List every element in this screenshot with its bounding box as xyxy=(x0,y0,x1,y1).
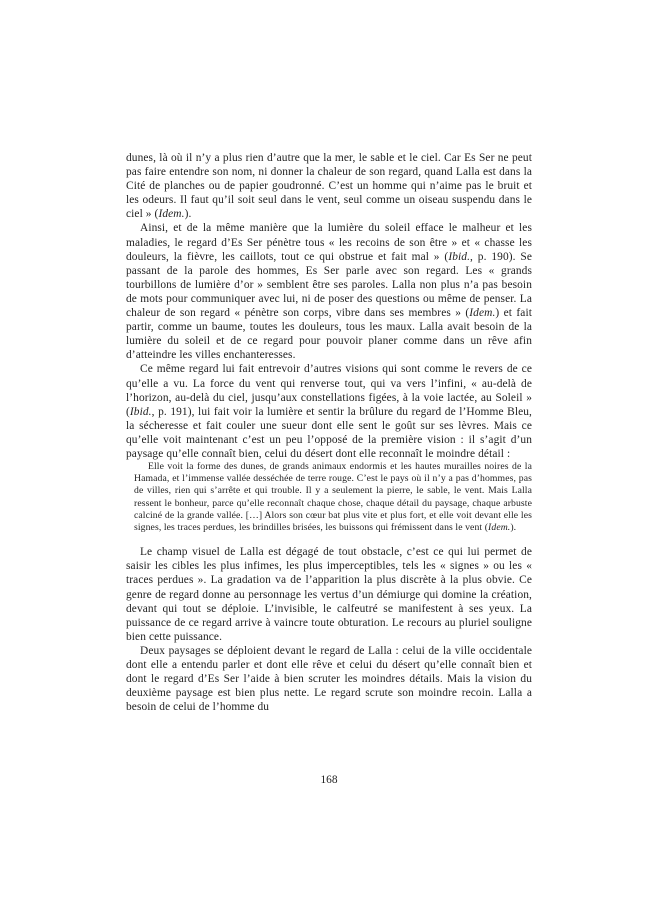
citation-ref: Ibid. xyxy=(448,250,471,263)
text-run: ) et fait partir, comme un baume, toutes les douleurs, tous les maux. Lalla avait besoin de la lumière du soleil et de ce regard pour pouvoir planer comme dans un rêve afin d’atteindre les villes enchanteresses. xyxy=(126,307,532,362)
paragraph xyxy=(126,644,532,714)
text-run: Elle voit la forme des dunes, de grands animaux endormis et les hautes murailles noires de la Hamada, et l’immense vallée desséchée de terre rouge. C’est le pays où il n’y a pas d’hommes, pas de villes, rien qui s’arrête et qui trouble. Il y a seulement la pierre, le sable, le vent. Mais Lalla ressent le bonheur, parce qu’elle reconnaît chaque chose, chaque détail du paysage, chaque arbuste calciné de la grande vallée. […] Alors son cœur bat plus vite et plus fort, et elle voit devant elle les signes, les traces perdues, les brindilles brisées, les buissons qui frémissent dans le vent ( xyxy=(134,461,532,534)
text-run: Deux paysages se déploient devant le regard de Lalla : celui de la ville occidentale dont elle a entendu parler et dont elle rêve et celui du désert qu’elle connaît bien et dont le regard d’Es Ser l’aide à bien scruter les moindres détails. Mais la vision du deuxième paysage est bien plus nette. Le regard scrute son moindre recoin. Lalla a besoin de celui de l’homme du xyxy=(126,644,532,714)
text-run: Le champ visuel de Lalla est dégagé de tout obstacle, c’est ce qui lui permet de saisir les cibles les plus infimes, les plus imperceptibles, tels les « signes » ou les « traces perdues ». La gradation va de l’apparition la plus discrète à la plus obvie. Ce genre de regard donne au personnage les vertus d’un démiurge qui domine la création, devant qui tout se déploie. L’invisible, le calfeutré se manifestent à ses yeux. La puissance de ce regard arrive à vaincre toute obturation. Le recours au pluriel souligne bien cette puissance. xyxy=(126,546,532,643)
text-block xyxy=(126,151,532,714)
citation-ref: Ibid. xyxy=(129,405,152,418)
text-run: ). xyxy=(184,208,192,221)
paragraph xyxy=(126,545,532,644)
paragraph xyxy=(126,362,532,461)
text-run: Ce même regard lui fait entrevoir d’autres visions qui sont comme le revers de ce qu’elle a vu. La force du vent qui renverse tout, qui va vers l’infini, « au-delà de l’horizon, au-delà du ciel, jusqu’aux constellations figées, à la voie lactée, au Soleil » ( xyxy=(126,363,532,418)
paragraph xyxy=(126,151,532,221)
block-quote xyxy=(134,461,532,534)
text-run: , p. 190). Se passant de la parole des hommes, Es Ser parle avec son regard. Les « grands tourbillons de lumière d’or » semblent être ses paroles. Lalla non plus n’a pas besoin de mots pour communiquer avec lui, ni de poser des questions ou même de penser. La chaleur de son regard « pénètre son corps, vibre dans ses membres » ( xyxy=(126,250,532,320)
citation-ref: Idem. xyxy=(488,522,511,534)
text-run: Ainsi, et de la même manière que la lumière du soleil efface le malheur et les maladies, le regard d’Es Ser pénètre tous « les recoins de son être » et « chasse les douleurs, la fièvre, les caillots, tout ce qui obstrue et fait mal » ( xyxy=(126,222,532,263)
text-run: ). xyxy=(510,522,517,534)
citation-ref: Idem. xyxy=(469,307,496,320)
page-number: 168 xyxy=(320,774,338,786)
text-run: dunes, là où il n’y a plus rien d’autre que la mer, le sable et le ciel. Car Es Ser ne peut pas faire entendre son nom, ni donner la chaleur de son regard, quand Lalla est dans la Cité de planches ou de papier goudronné. C’est un homme qui n’aime pas le bruit et les odeurs. Il faut qu’il soit seul dans le vent, seul comme un oiseau suspendu dans le ciel » ( xyxy=(126,152,532,221)
paragraph xyxy=(126,221,532,362)
citation-ref: Idem. xyxy=(158,208,185,221)
text-run: , p. 191), lui fait voir la lumière et sentir la brûlure du regard de l’Homme Bleu, la sécheresse et fait couler une sueur dont elle sent le goût sur ses lèvres. Mais ce qu’elle voit maintenant c’est un peu l’opposé de la première vision : il s’agit d’un paysage qu’elle connaît bien, celui du désert dont elle reconnaît le moindre détail : xyxy=(126,405,532,460)
